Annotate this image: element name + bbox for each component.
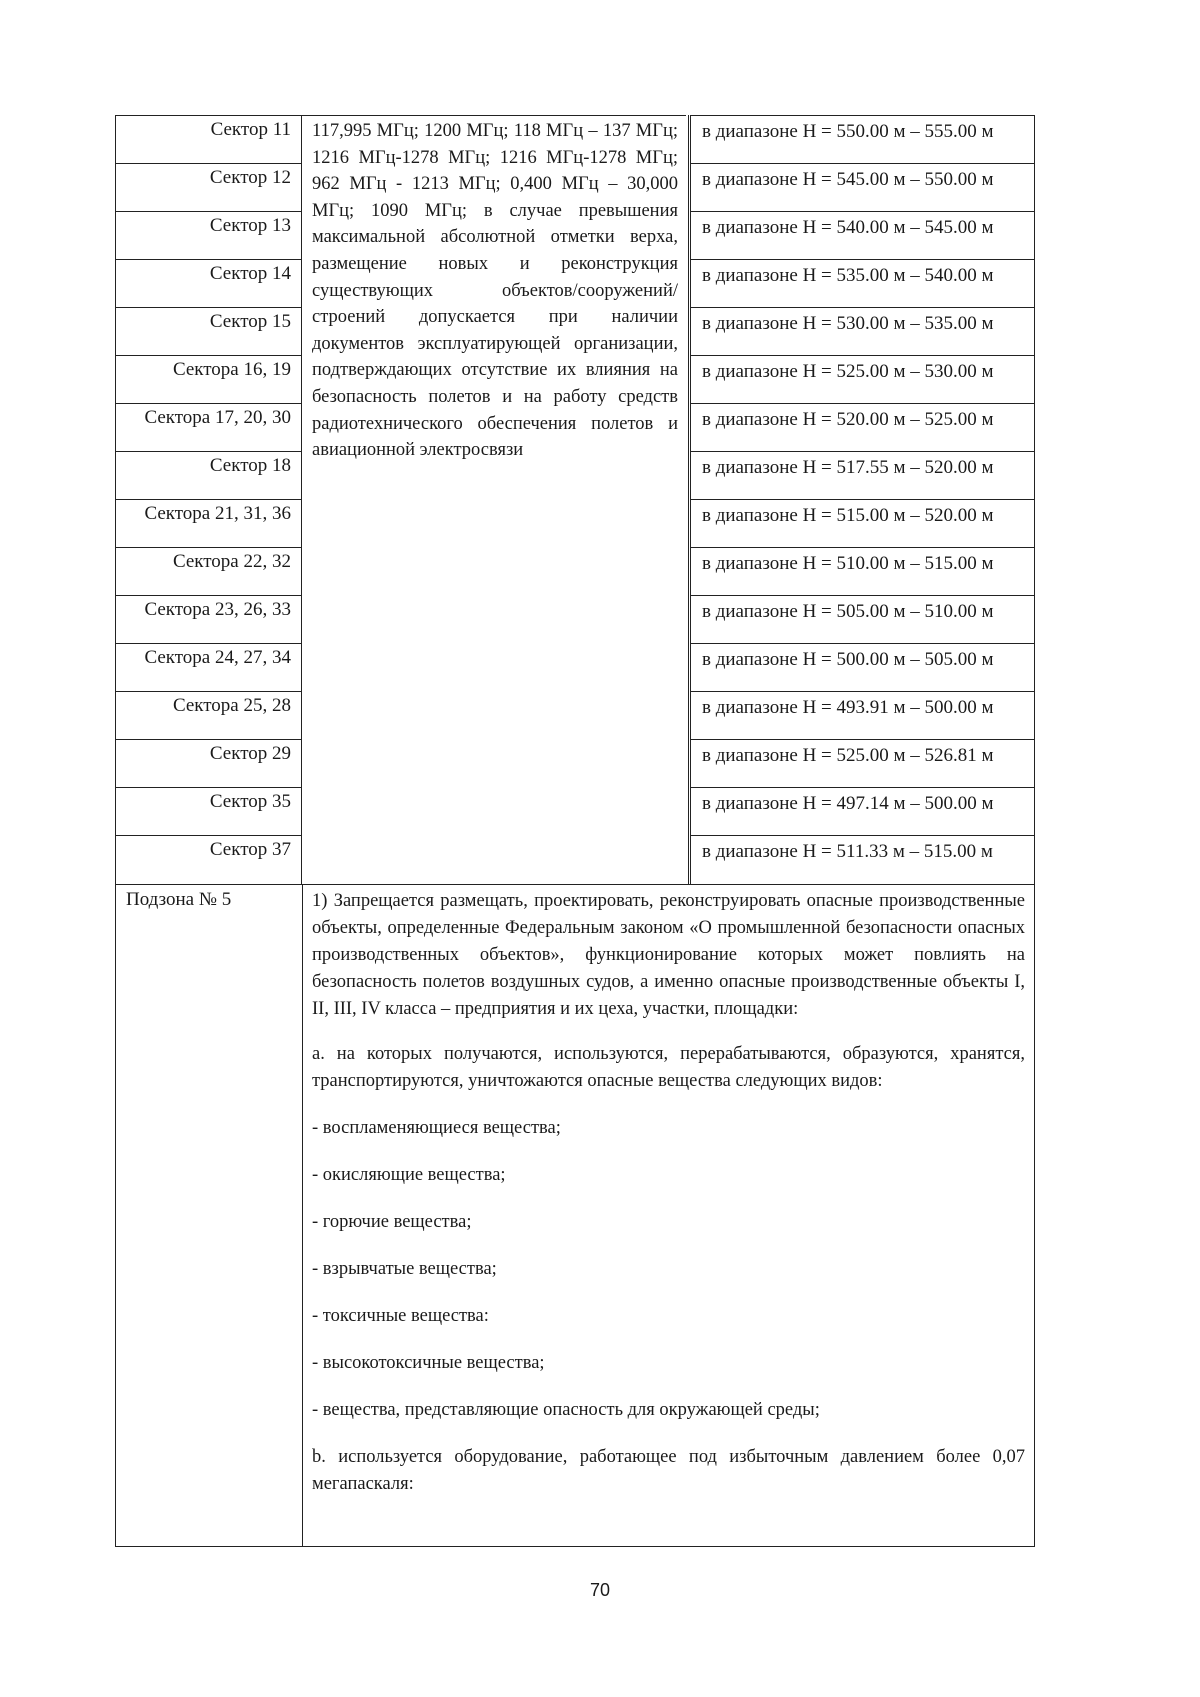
- sector-cell: Сектора 22, 32: [115, 547, 302, 595]
- page-number: 70: [589, 1580, 611, 1600]
- sector-cell: Сектора 16, 19: [115, 355, 302, 403]
- height-range-cell: в диапазоне Н = 535.00 м – 540.00 м: [690, 259, 1035, 307]
- height-range-cell: в диапазоне Н = 550.00 м – 555.00 м: [690, 115, 1035, 163]
- height-range-cell: в диапазоне Н = 505.00 м – 510.00 м: [690, 595, 1035, 643]
- height-range-cell: в диапазоне Н = 510.00 м – 515.00 м: [690, 547, 1035, 595]
- height-range-cell: в диапазоне Н = 517.55 м – 520.00 м: [690, 451, 1035, 499]
- substance-item: - взрывчатые вещества;: [312, 1259, 497, 1279]
- sector-cell: Сектора 24, 27, 34: [115, 643, 302, 691]
- height-range-cell: в диапазоне Н = 525.00 м – 530.00 м: [690, 355, 1035, 403]
- sector-cell: Сектора 23, 26, 33: [115, 595, 302, 643]
- subzone-label: Подзона № 5: [126, 889, 232, 910]
- substance-item: - воспламеняющиеся вещества;: [312, 1118, 561, 1138]
- sector-cell: Сектор 37: [115, 835, 302, 885]
- sector-cell: Сектор 18: [115, 451, 302, 499]
- subzone-row: [115, 884, 1035, 1547]
- height-range-cell: в диапазоне Н = 545.00 м – 550.00 м: [690, 163, 1035, 211]
- sector-cell: Сектор 15: [115, 307, 302, 355]
- table-divider: [302, 885, 303, 1546]
- sector-cell: Сектор 29: [115, 739, 302, 787]
- sector-cell: Сектора 21, 31, 36: [115, 499, 302, 547]
- height-range-cell: в диапазоне Н = 493.91 м – 500.00 м: [690, 691, 1035, 739]
- sector-cell: Сектор 12: [115, 163, 302, 211]
- subzone-item-b: b. используется оборудование, работающее под избыточным давлением более 0,07 мегапаскаля:: [312, 1447, 1025, 1494]
- sector-cell: Сектор 13: [115, 211, 302, 259]
- table-divider: [688, 115, 689, 885]
- sector-cell: Сектор 11: [115, 115, 302, 163]
- height-range-cell: в диапазоне Н = 497.14 м – 500.00 м: [690, 787, 1035, 835]
- substance-item: - горючие вещества;: [312, 1212, 472, 1232]
- sector-cell: Сектора 25, 28: [115, 691, 302, 739]
- substance-item: - вещества, представляющие опасность для окружающей среды;: [312, 1400, 820, 1420]
- shared-requirement-cell: 117,995 МГц; 1200 МГц; 118 МГц – 137 МГц; 1216 МГц-1278 МГц; 1216 МГц-1278 МГц; 962 МГц - 1213 МГц; 0,400 МГц – 30,000 МГц; 1090 МГц; в случае превышения максимальной абсолютной отметки верха, размещение новых и реконструкция существующих объектов/сооружений/строений допускается при наличии документов эксплуатирующей организации, подтверждающих отсутствие их влияния на безопасность полетов и на работу средств радиотехнического обеспечения полетов и авиационной электросвязи: [301, 115, 686, 885]
- height-range-cell: в диапазоне Н = 540.00 м – 545.00 м: [690, 211, 1035, 259]
- sector-cell: Сектор 14: [115, 259, 302, 307]
- subzone-intro: 1) Запрещается размещать, проектировать, реконструировать опасные производственные объекты, определенные Федеральным законом «О промышленной безопасности опасных производственных объектов», функционирование которых может повлиять на безопасность полетов воздушных судов, а именно опасные производственные объекты I, II, III, IV класса – предприятия и их цеха, участки, площадки:: [312, 891, 1025, 1019]
- subzone-requirements: [312, 888, 1025, 1498]
- subzone-item-a: a. на которых получаются, используются, перерабатываются, образуются, хранятся, транспортируются, уничтожаются опасные вещества следующих видов:: [312, 1044, 1025, 1091]
- substance-item: - высокотоксичные вещества;: [312, 1353, 545, 1373]
- height-range-cell: в диапазоне Н = 515.00 м – 520.00 м: [690, 499, 1035, 547]
- substance-item: - окисляющие вещества;: [312, 1165, 506, 1185]
- height-range-cell: в диапазоне Н = 525.00 м – 526.81 м: [690, 739, 1035, 787]
- height-range-cell: в диапазоне Н = 511.33 м – 515.00 м: [690, 835, 1035, 885]
- height-range-cell: в диапазоне Н = 530.00 м – 535.00 м: [690, 307, 1035, 355]
- height-range-cell: в диапазоне Н = 520.00 м – 525.00 м: [690, 403, 1035, 451]
- substance-item: - токсичные вещества:: [312, 1306, 489, 1326]
- sector-column: [115, 115, 302, 885]
- sector-cell: Сектор 35: [115, 787, 302, 835]
- sector-cell: Сектора 17, 20, 30: [115, 403, 302, 451]
- height-range-cell: в диапазоне Н = 500.00 м – 505.00 м: [690, 643, 1035, 691]
- height-range-column: [690, 115, 1035, 885]
